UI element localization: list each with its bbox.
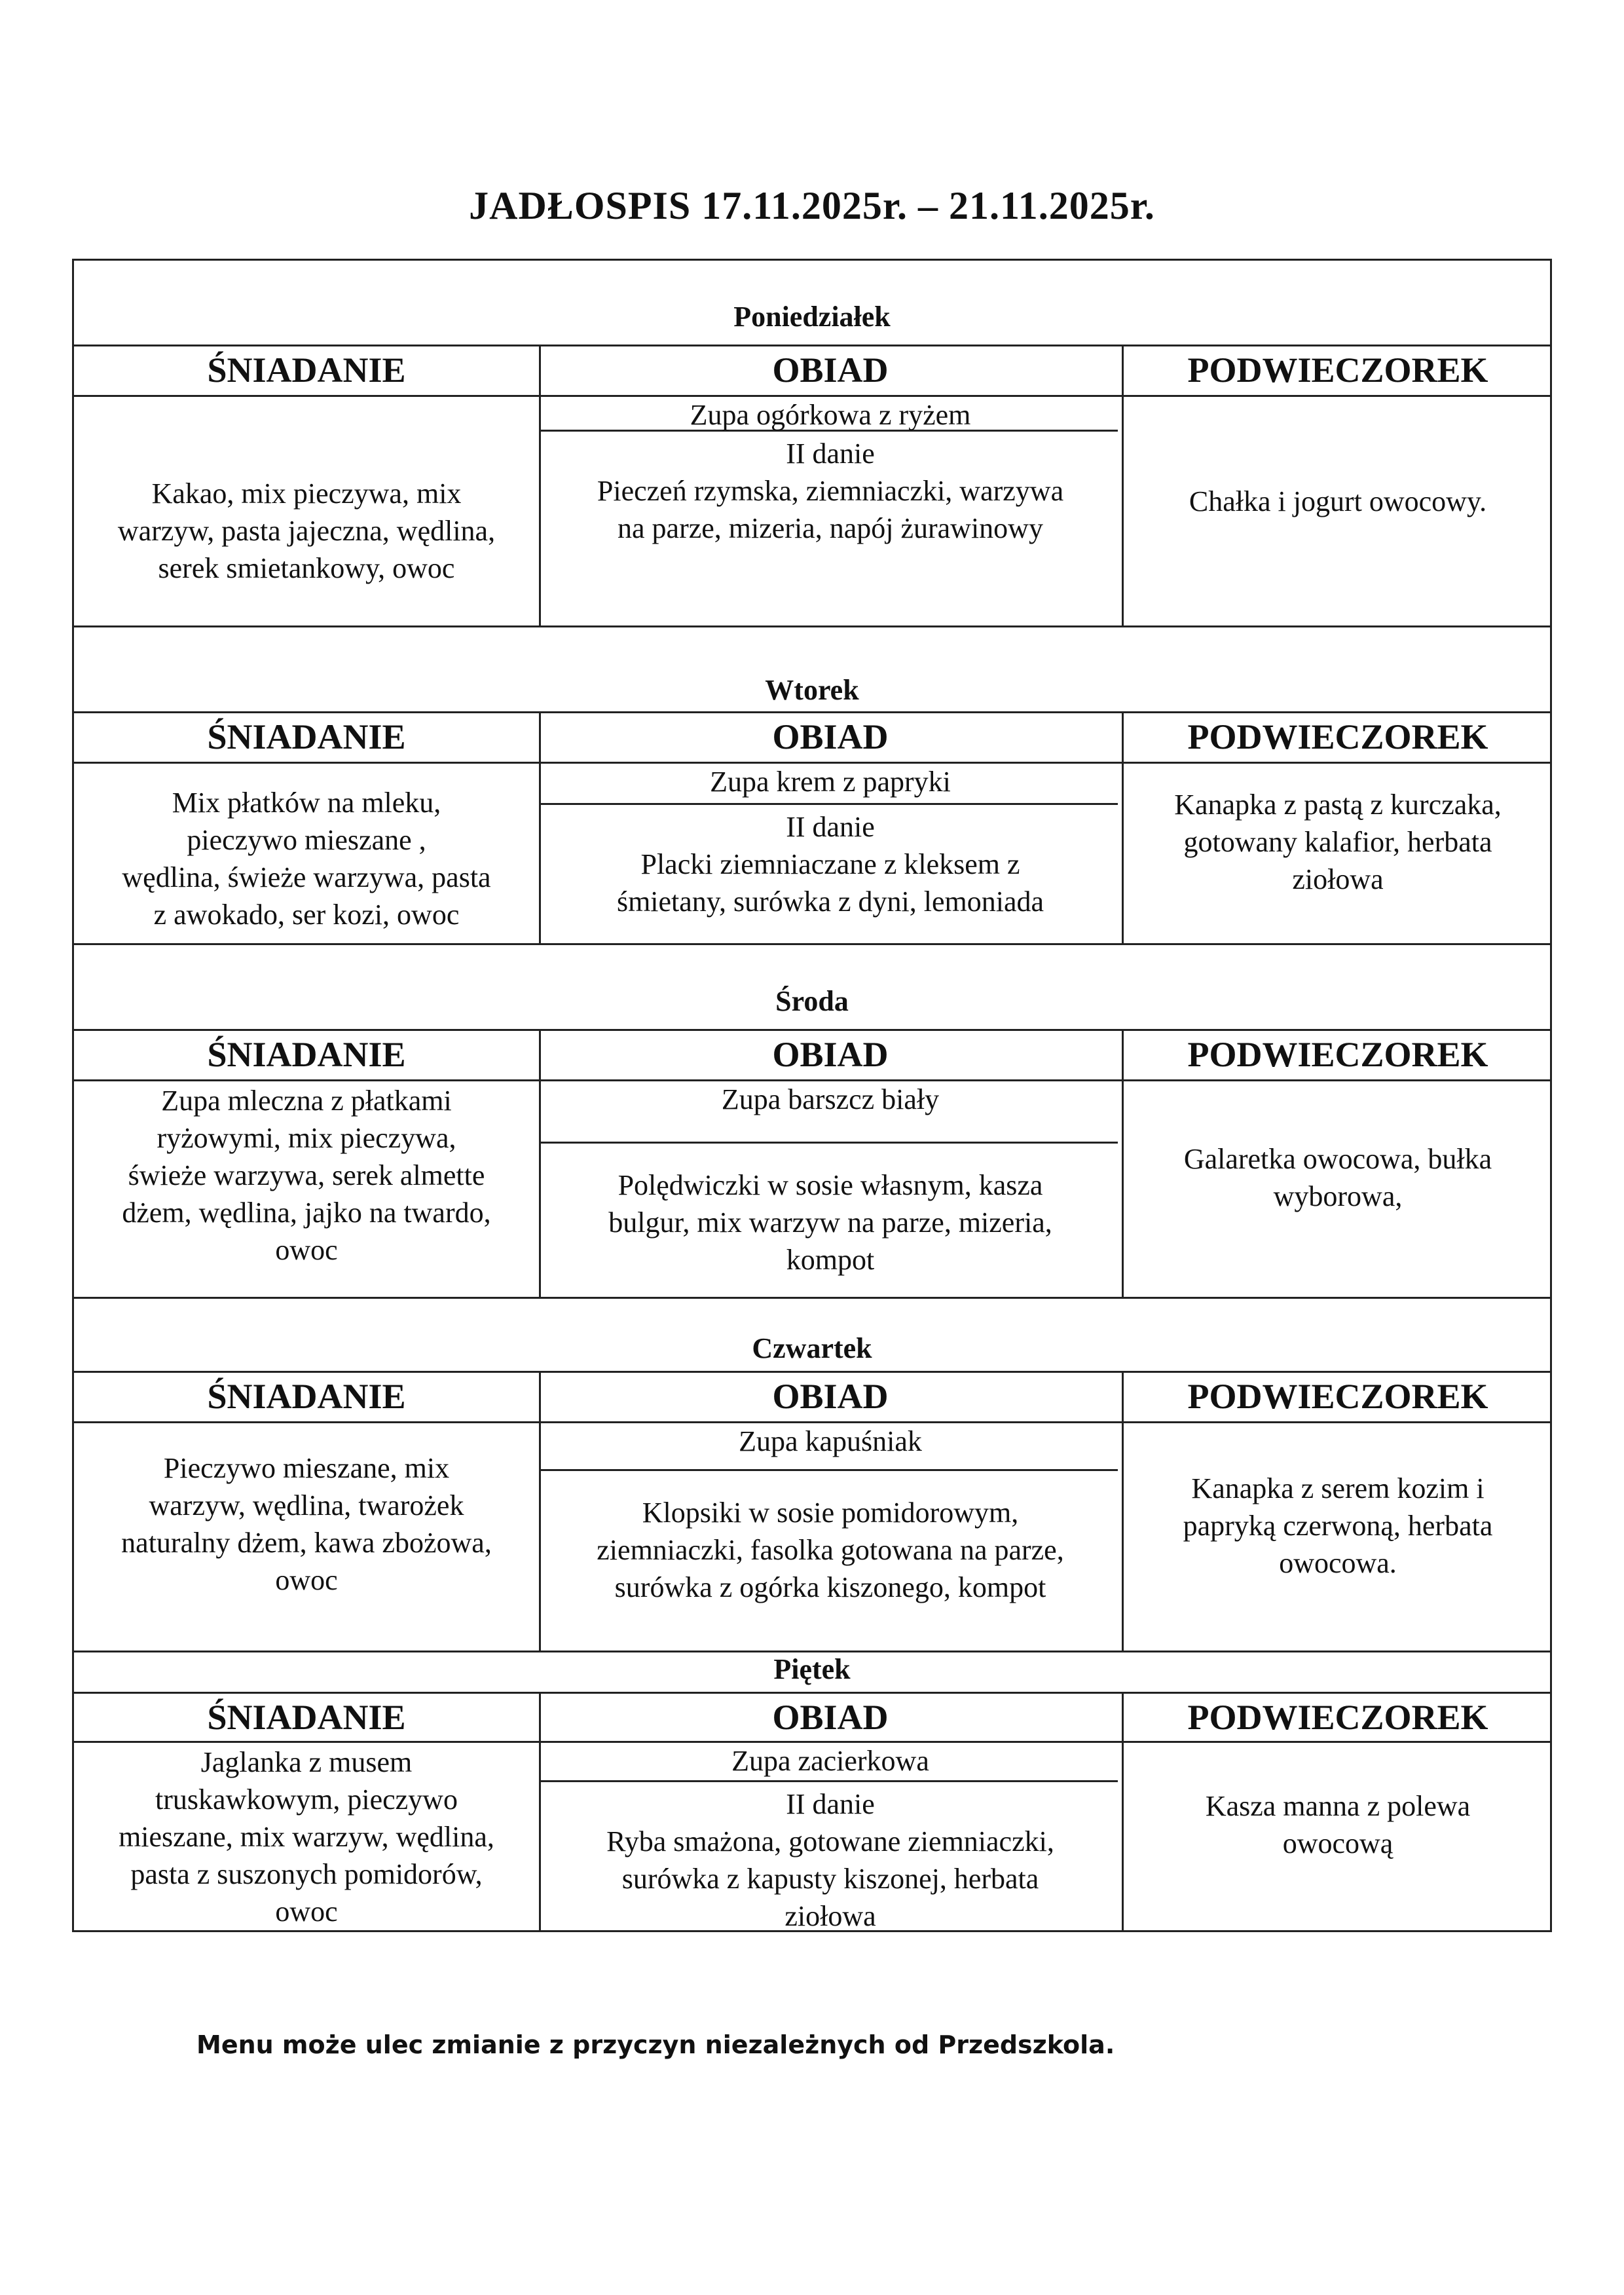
divider (74, 1692, 1550, 1694)
breakfast-text: Zupa mleczna z płatkami ryżowymi, mix pieczywa, świeże warzywa, serek almette dżem, wędlina, jajko na twardo, owoc (122, 1085, 491, 1266)
breakfast-text: Mix płatków na mleku, pieczywo mieszane , wędlina, świeże warzywa, pasta z awokado, ser kozi, owoc (122, 786, 491, 931)
breakfast-heading: ŚNIADANIE (207, 717, 406, 756)
main-course-text: Polędwiczki w sosie własnym, kasza bulgur, mix warzyw na parze, mizeria, kompot (608, 1169, 1052, 1276)
snack-heading: PODWIECZOREK (1187, 1698, 1488, 1737)
snack-text: Kanapka z serem kozim i papryką czerwoną, herbata owocowa. (1183, 1472, 1493, 1579)
divider (74, 1371, 1550, 1373)
breakfast-heading: ŚNIADANIE (207, 350, 406, 390)
snack-heading: PODWIECZOREK (1187, 350, 1488, 390)
divider (74, 345, 1550, 346)
breakfast-text: Jaglanka z musem truskawkowym, pieczywo mieszane, mix warzyw, wędlina, pasta z suszonych pomidorów, owoc (119, 1746, 494, 1928)
day-block (72, 625, 1552, 946)
soup-text: Zupa zacierkowa (731, 1745, 929, 1777)
soup-text: Zupa krem z papryki (710, 766, 951, 798)
day-block (72, 1297, 1552, 1654)
day-block (72, 259, 1552, 632)
snack-text: Kanapka z pastą z kurczaka, gotowany kalafior, herbata ziołowa (1174, 789, 1502, 895)
breakfast-heading: ŚNIADANIE (207, 1698, 406, 1737)
lunch-heading: OBIAD (772, 1377, 889, 1416)
day-name: Wtorek (765, 674, 859, 706)
lunch-heading: OBIAD (772, 1698, 889, 1737)
main-course-text: II danie Pieczeń rzymska, ziemniaczki, warzywa na parze, mizeria, napój żurawinowy (597, 438, 1064, 544)
footer-note: Menu może ulec zmianie z przyczyn niezależnych od Przedszkola. (196, 2030, 1115, 2059)
day-name: Poniedziałek (733, 301, 891, 333)
main-course-text: II danie Placki ziemniaczane z kleksem z śmietany, surówka z dyni, lemoniada (616, 811, 1044, 918)
snack-text: Galaretka owocowa, bułka wyborowa, (1183, 1143, 1492, 1212)
divider (74, 1029, 1550, 1031)
divider (539, 1142, 1118, 1144)
page-title: JADŁOSPIS 17.11.2025r. – 21.11.2025r. (469, 184, 1155, 227)
snack-heading: PODWIECZOREK (1187, 717, 1488, 756)
snack-text: Kasza manna z polewa owocową (1205, 1789, 1471, 1859)
breakfast-text: Pieczywo mieszane, mix warzyw, wędlina, twarożek naturalny dżem, kawa zbożowa, owoc (121, 1451, 492, 1596)
breakfast-heading: ŚNIADANIE (207, 1377, 406, 1416)
snack-heading: PODWIECZOREK (1187, 1377, 1488, 1416)
day-name: Czwartek (752, 1332, 872, 1364)
breakfast-text: Kakao, mix pieczywa, mix warzyw, pasta jajeczna, wędlina, serek smietankowy, owoc (117, 477, 496, 584)
lunch-heading: OBIAD (772, 717, 889, 756)
soup-text: Zupa barszcz biały (721, 1083, 940, 1115)
divider (539, 1469, 1118, 1471)
main-course-text: II danie Ryba smażona, gotowane ziemniaczki, surówka z kapusty kiszonej, herbata ziołowa (606, 1788, 1054, 1932)
soup-text: Zupa kapuśniak (739, 1425, 922, 1457)
day-name: Środa (775, 985, 849, 1017)
snack-text: Chałka i jogurt owocowy. (1189, 485, 1487, 517)
breakfast-heading: ŚNIADANIE (207, 1035, 406, 1074)
divider (539, 1780, 1118, 1782)
soup-text: Zupa ogórkowa z ryżem (690, 399, 971, 431)
divider (539, 803, 1118, 805)
lunch-heading: OBIAD (772, 350, 889, 390)
lunch-heading: OBIAD (772, 1035, 889, 1074)
divider (74, 711, 1550, 713)
day-block (72, 1651, 1552, 1932)
main-course-text: Klopsiki w sosie pomidorowym, ziemniaczki, fasolka gotowana na parze, surówka z ogórka kiszonego, kompot (597, 1497, 1064, 1603)
day-name: Piętek (773, 1653, 851, 1685)
snack-heading: PODWIECZOREK (1187, 1035, 1488, 1074)
day-block (72, 943, 1552, 1300)
